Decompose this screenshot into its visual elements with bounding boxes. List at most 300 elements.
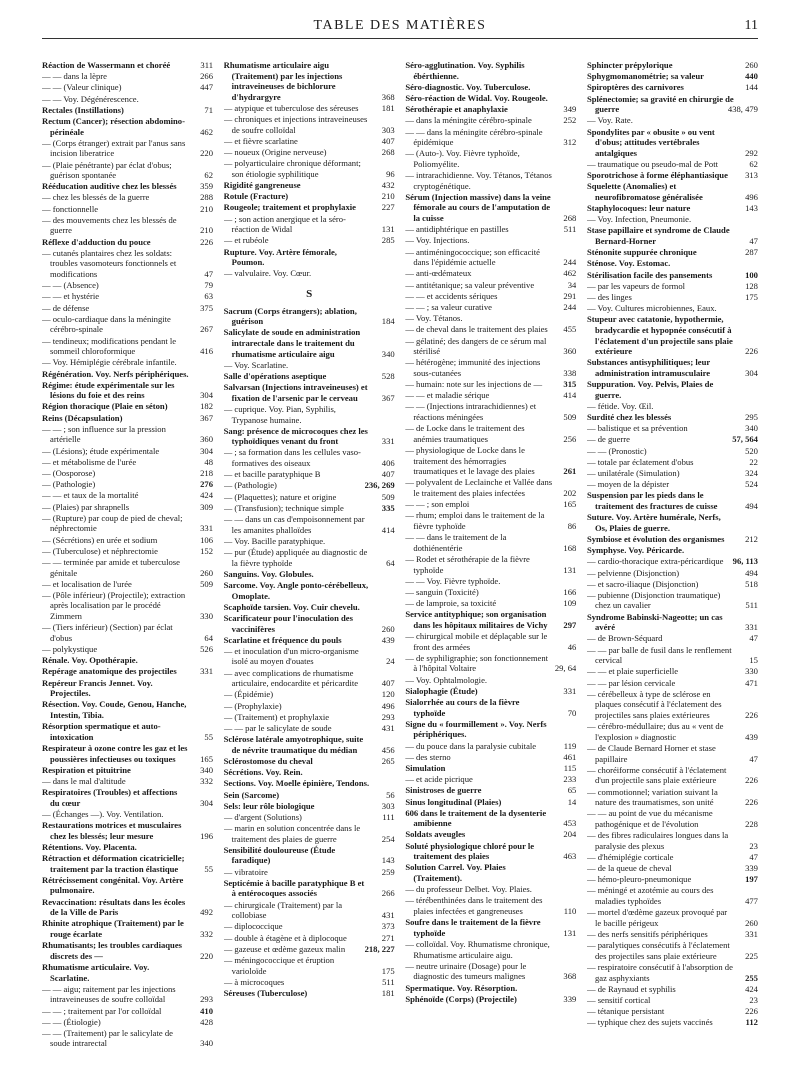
entry-page-ref: 252 — [563, 115, 577, 126]
index-entry — [42, 678, 213, 699]
entry-text: — (Pathologie) — [42, 479, 96, 490]
entry-text: — antiméningococcique; son efficacité dans l'épidémie actuelle — [405, 246, 540, 268]
index-entry — [224, 569, 395, 580]
entry-text: — oculo-cardiaque dans la méningite cérébro-spinale — [42, 313, 171, 335]
index-entry — [42, 71, 213, 82]
entry-page-ref: 496 — [745, 191, 758, 202]
index-entry — [405, 60, 576, 81]
index-column-3 — [405, 60, 576, 1060]
entry-text: — — Voy. Fièvre typhoïde. — [405, 575, 501, 586]
entry-text: Sphincter prépylorique — [586, 60, 673, 70]
index-entry — [587, 71, 758, 82]
index-entry — [42, 502, 213, 513]
index-entry — [224, 235, 395, 246]
index-entry — [224, 689, 395, 700]
entry-text: — (Corps étranger) extrait par l'anus sans incision liberatrice — [42, 137, 186, 159]
index-entry — [224, 268, 395, 279]
index-entry — [587, 1017, 758, 1028]
index-entry — [587, 929, 758, 940]
index-entry — [587, 412, 758, 423]
entry-text: Suppuration. Voy. Pelvis, Plaies de guerre. — [586, 379, 714, 400]
entry-text: Séro-diagnostic. Voy. Tuberculose. — [405, 81, 531, 92]
index-entry — [405, 93, 576, 104]
entry-text: — (Plaquettes); nature et origine — [223, 491, 337, 502]
entry-page-ref: 196 — [200, 830, 213, 841]
entry-text: Splénectomie; sa gravité en chirurgie de guerre — [586, 93, 734, 115]
index-entry — [224, 404, 395, 425]
entry-text: Sténonite suppurée chronique — [586, 247, 697, 258]
index-entry — [42, 743, 213, 764]
entry-text: Revaccination: résultats dans les écoles de la Ville de Paris — [42, 896, 186, 918]
entry-text: — d'hémiplégie corticale — [586, 851, 674, 862]
entry-page-ref: 431 — [381, 723, 395, 733]
index-entry — [224, 136, 395, 147]
index-entry — [405, 127, 576, 148]
entry-page-ref: 15 — [749, 655, 758, 666]
entry-page-ref: 210 — [381, 191, 395, 202]
entry-text: — (Transfusion); technique simple — [223, 502, 344, 513]
entry-text: — des sterno — [405, 751, 451, 762]
entry-text: Rétraction et déformation cicatricielle; traitement par la traction élastique — [42, 853, 185, 874]
entry-page-ref: 494 — [745, 567, 758, 578]
entry-page-ref: 410 — [200, 1005, 213, 1016]
entry-text: — de Raynaud et syphilis — [586, 983, 676, 994]
index-entry — [587, 270, 758, 281]
index-entry — [42, 204, 213, 215]
index-entry — [587, 258, 758, 269]
index-entry — [405, 224, 576, 235]
index-entry — [42, 401, 213, 412]
index-entry — [42, 105, 213, 116]
entry-text: — et inoculation d'un micro-organisme isolé au moyen d'ouates — [223, 645, 359, 667]
entry-text: — de la queue de cheval — [586, 863, 672, 874]
entry-text: — — ; sa valeur curative — [405, 301, 492, 312]
entry-text: Respirateur à ozone contre les gaz et les poussières infectieuses ou toxiques — [42, 742, 188, 764]
entry-text: — Voy. Ophtalmologie. — [405, 674, 488, 685]
entry-page-ref: 106 — [200, 534, 213, 545]
entry-text: — diplococcique — [223, 921, 283, 932]
entry-page-ref: 520 — [745, 445, 758, 456]
index-entry — [42, 897, 213, 918]
entry-text: — mortel d'œdème gazeux provoqué par le bacille périgeux — [586, 907, 728, 928]
entry-page-ref: 456 — [381, 744, 395, 755]
index-entry — [587, 765, 758, 786]
entry-page-ref: 331 — [200, 523, 213, 534]
entry-page-ref: 339 — [563, 993, 577, 1004]
entry-text: Régénération. Voy. Nerfs périphériques. — [42, 368, 189, 379]
entry-text: — choréiforme consécutif à l'éclatement d'un projectile sans plaie extérieure — [586, 764, 727, 786]
entry-text: — pelvienne (Disjonction) — [586, 567, 680, 578]
entry-page-ref: 47 — [749, 753, 758, 764]
index-entry — [42, 468, 213, 479]
entry-text: Soluté physiologique chloré pour le traitement des plaies — [405, 840, 535, 862]
entry-page-ref: 268 — [381, 147, 395, 158]
entry-page-ref: 463 — [563, 851, 577, 862]
entry-page-ref: 432 — [381, 180, 395, 191]
index-entry — [587, 181, 758, 202]
entry-text: Salle d'opérations aseptique — [223, 370, 327, 381]
entry-text: Réflexe d'adduction du pouce — [42, 236, 151, 247]
index-entry — [587, 874, 758, 885]
index-entry — [405, 532, 576, 553]
entry-text: — de Claude Bernard Horner et stase papillaire — [586, 742, 716, 764]
entry-text: Sérum (Injection massive) dans la veine fémorale au cours de l'amputation de la cuisse — [405, 191, 551, 224]
entry-text: Sclérostomose du cheval — [223, 755, 313, 766]
index-entry — [42, 446, 213, 457]
index-entry — [587, 556, 758, 567]
entry-text: — du pouce dans la paralysie cubitale — [405, 740, 537, 751]
index-entry — [224, 547, 395, 568]
entry-text: Reins (Décapsulation) — [42, 412, 123, 423]
entry-text: — — et taux de la mortalité — [42, 490, 139, 501]
index-entry — [224, 114, 395, 135]
entry-text: S — [306, 288, 313, 300]
index-entry — [405, 983, 576, 994]
entry-page-ref: 304 — [200, 797, 213, 808]
entry-page-ref: 220 — [200, 148, 213, 159]
index-entry — [405, 104, 576, 115]
entry-text: — commotionnel; variation suivant la nature des traumatismes, son unité — [586, 786, 718, 808]
entry-text: — (Rupture) par coup de pied de cheval; néphrectomie — [42, 512, 183, 534]
index-entry — [224, 447, 395, 468]
index-entry — [405, 268, 576, 279]
entry-page-ref: 368 — [381, 91, 395, 102]
index-entry — [587, 281, 758, 292]
index-entry — [587, 940, 758, 961]
entry-text: — chez les blessés de la guerre — [42, 192, 150, 203]
entry-text: — — par balle de fusil dans le renflement cervical — [586, 644, 732, 666]
entry-page-ref: 271 — [381, 932, 395, 943]
entry-text: Sialophagie (Étude) — [405, 685, 478, 696]
entry-page-ref: 524 — [745, 479, 758, 490]
index-entry — [224, 514, 395, 535]
entry-page-ref: 311 — [200, 60, 213, 70]
entry-text: — gazeuse et œdème gazeux malin — [223, 943, 346, 954]
index-entry — [42, 765, 213, 776]
page-number: 11 — [744, 18, 758, 33]
entry-text: — dans la méningite cérébro-spinale — [405, 115, 532, 126]
entry-page-ref: 47 — [204, 269, 213, 279]
index-entry — [405, 719, 576, 740]
index-entry — [587, 60, 758, 71]
entry-page-ref: 244 — [563, 301, 577, 312]
page-header — [42, 14, 758, 39]
entry-text: — anti-œdémateux — [405, 268, 472, 279]
index-entry — [587, 434, 758, 445]
entry-text: — dans le mal d'altitude — [42, 775, 126, 786]
entry-text: Spermatique. Voy. Résorption. — [405, 982, 518, 993]
entry-page-ref: 23 — [749, 994, 758, 1005]
entry-page-ref: 509 — [563, 412, 577, 423]
index-entry — [405, 401, 576, 422]
entry-text: — — terminée par amide et tuberculose génitale — [42, 556, 180, 578]
entry-page-ref: 367 — [200, 412, 213, 423]
entry-page-ref: 260 — [745, 60, 758, 70]
entry-text: — des linges — [586, 291, 632, 302]
index-entry — [42, 1028, 213, 1049]
entry-page-ref: 303 — [381, 124, 395, 135]
entry-text: Sphygmomanométrie; sa valeur — [586, 71, 704, 82]
entry-page-ref: 24 — [386, 656, 395, 667]
index-entry — [587, 962, 758, 983]
index-entry — [224, 723, 395, 734]
entry-page-ref: 63 — [204, 291, 213, 302]
entry-page-ref: 368 — [563, 971, 577, 982]
entry-page-ref: 225 — [745, 950, 758, 961]
entry-page-ref: 165 — [200, 753, 213, 764]
entry-page-ref: 511 — [563, 224, 577, 235]
entry-text: Symphyse. Voy. Péricarde. — [586, 545, 685, 556]
index-entry — [42, 291, 213, 302]
entry-text: — neutre urinaire (Dosage) pour le diagnostic des tumeurs malignes — [405, 960, 527, 982]
entry-page-ref: 143 — [381, 855, 395, 866]
entry-text: — intrarachidienne. Voy. Tétanos, Tétanos cryptogénétique. — [405, 170, 552, 191]
entry-text: Soldats aveugles — [405, 829, 466, 840]
entry-text: Sérothérapie et anaphylaxie — [405, 104, 508, 115]
entry-text: — du professeur Delbet. Voy. Plaies. — [405, 884, 532, 895]
entry-text: — ; son action anergique et la séro-réaction de Widal — [223, 213, 346, 235]
entry-text: — — et hystérie — [42, 291, 100, 302]
entry-page-ref: 331 — [200, 666, 213, 677]
entry-page-ref: 340 — [200, 1038, 213, 1049]
index-entry — [224, 756, 395, 767]
index-entry — [405, 280, 576, 291]
entry-page-ref: 23 — [749, 840, 758, 851]
entry-text: — (Tuberculose) et néphrectomie — [42, 545, 158, 556]
entry-page-ref: 407 — [381, 135, 395, 146]
entry-page-ref: 220 — [200, 950, 213, 961]
index-entry — [587, 645, 758, 666]
entry-page-ref: 428 — [200, 1016, 213, 1027]
index-page — [42, 14, 758, 1072]
entry-text: — — aigu; raitement par les injections intraveineuses de soufre colloïdal — [42, 983, 176, 1005]
index-entry — [224, 469, 395, 480]
index-entry — [42, 60, 213, 71]
index-entry — [405, 994, 576, 1005]
index-entry — [587, 127, 758, 159]
entry-text: Rhinite atrophique (Traitement) par le rouge écarlate — [42, 918, 184, 939]
entry-text: — traumatique ou pseudo-mal de Pott — [586, 158, 718, 169]
index-entry — [224, 503, 395, 514]
entry-text: — — Voy. Dégénérescence. — [42, 93, 139, 104]
index-entry — [405, 763, 576, 774]
entry-text: Réaction de Wassermann et choréé — [42, 60, 171, 70]
index-entry — [587, 545, 758, 556]
entry-page-ref: 244 — [563, 257, 577, 268]
entry-text: — et bacille paratyphique B — [223, 469, 321, 480]
entry-text: — — et plaie superficielle — [586, 666, 679, 677]
entry-page-ref: 447 — [200, 82, 213, 93]
entry-page-ref: 528 — [381, 370, 395, 381]
index-entry — [587, 885, 758, 906]
index-entry — [587, 787, 758, 808]
index-entry — [42, 579, 213, 590]
index-entry — [224, 944, 395, 955]
entry-text: — cutanés plantaires chez les soldats: troubles vasomoteurs fonctionnels et modifications — [42, 247, 177, 279]
entry-page-ref: 226 — [745, 775, 758, 786]
index-entry — [42, 513, 213, 534]
index-entry — [405, 598, 576, 609]
entry-page-ref: 304 — [200, 390, 213, 401]
index-entry — [587, 689, 758, 721]
index-entry — [587, 830, 758, 851]
index-entry — [42, 413, 213, 424]
entry-text: — respiratoire consécutif à l'absorption de gaz asphyxiants — [586, 961, 733, 983]
entry-text: — des fibres radiculaires longues dans la paralysie des plexus — [586, 830, 729, 851]
index-entry — [405, 609, 576, 630]
index-entry — [405, 336, 576, 357]
index-entry — [587, 423, 758, 434]
entry-text: Sensibilité douloureuse (Étude faradique) — [223, 844, 336, 866]
entry-page-ref: 331 — [745, 928, 758, 939]
entry-page-ref: 47 — [749, 851, 758, 862]
index-entry — [224, 214, 395, 235]
index-entry — [42, 215, 213, 236]
index-entry — [587, 612, 758, 633]
entry-text: Rétrécissement congénital. Voy. Artère pulmonaire. — [42, 874, 184, 896]
entry-page-ref: 47 — [749, 633, 758, 644]
index-entry — [42, 138, 213, 159]
entry-text: — — (Absence) — [42, 280, 99, 291]
entry-page-ref: 455 — [563, 324, 577, 335]
index-entry — [42, 721, 213, 742]
entry-text: — antitétanique; sa valeur préventive — [405, 279, 535, 290]
index-entry — [587, 490, 758, 511]
entry-text: — de Locke dans le traitement des anémies traumatiques — [405, 423, 525, 444]
entry-text: Régime: étude expérimentale sur les lésions du foie et des reins — [42, 379, 175, 401]
entry-page-ref: 182 — [200, 401, 213, 412]
index-entry — [42, 490, 213, 501]
entry-page-ref: 438, 479 — [727, 104, 758, 115]
index-entry — [42, 546, 213, 557]
entry-page-ref: 462 — [563, 268, 577, 279]
entry-page-ref: 293 — [381, 711, 395, 722]
entry-text: Septicémie à bacille paratyphique B et à entérocoques associés — [223, 877, 365, 899]
entry-page-ref: 143 — [745, 203, 758, 214]
index-entry — [224, 202, 395, 213]
entry-page-ref: 407 — [381, 469, 395, 480]
index-entry — [224, 60, 395, 102]
index-entry — [405, 862, 576, 883]
index-entry — [42, 1017, 213, 1028]
entry-page-ref: 226 — [745, 1006, 758, 1017]
entry-text: — polyvalent de Leclainche et Vallée dans le traitement des plaies infectées — [405, 477, 553, 498]
entry-text: Séro-réaction de Widal. Voy. Rougeole. — [405, 92, 548, 103]
entry-text: — typhique chez des sujets vaccinés — [586, 1017, 713, 1028]
entry-page-ref: 47 — [749, 236, 758, 247]
index-entry — [405, 170, 576, 191]
entry-page-ref: 227 — [381, 202, 395, 213]
entry-page-ref: 340 — [200, 764, 213, 775]
entry-text: Résection. Voy. Coude, Genou, Hanche, Intestin, Tibia. — [42, 699, 187, 720]
index-entry — [42, 557, 213, 578]
entry-text: — tendineux; modifications pendant le sommeil chloroformique — [42, 335, 177, 357]
index-entry — [42, 875, 213, 896]
entry-page-ref: 309 — [200, 501, 213, 512]
entry-text: — — (Pronostic) — [586, 445, 647, 456]
index-entry — [224, 790, 395, 801]
entry-text: — et fièvre scarlatine — [223, 135, 298, 146]
entry-text: — avec complications de rhumatisme articulaire, endocardite et péricardite — [223, 667, 359, 689]
entry-text: — (Lésions); étude expérimentale — [42, 445, 160, 456]
entry-page-ref: 331 — [745, 622, 758, 633]
index-entry — [224, 812, 395, 823]
index-entry — [42, 424, 213, 445]
entry-page-ref: 260 — [745, 917, 758, 928]
entry-page-ref: 260 — [381, 623, 395, 634]
index-entry — [224, 646, 395, 667]
entry-page-ref: 496 — [381, 700, 395, 711]
index-entry — [587, 633, 758, 644]
entry-text: — — (Traitement) par le salicylate de soude intrarectal — [42, 1027, 173, 1049]
index-entry — [587, 995, 758, 1006]
entry-page-ref: 175 — [381, 965, 395, 976]
index-entry — [42, 336, 213, 357]
entry-page-ref: 70 — [567, 707, 577, 718]
index-entry — [224, 823, 395, 844]
entry-text: Service antityphique; son organisation dans les hôpitaux militaires de Vichy — [405, 609, 548, 630]
entry-text: — — (Valeur clinique) — [42, 82, 122, 93]
entry-page-ref: 367 — [381, 392, 395, 403]
entry-text: Sphénoïde (Corps) (Projectile) — [405, 993, 517, 1004]
entry-text: — polyarticulaire chronique déformant; son étiologie syphilitique — [223, 158, 361, 179]
entry-text: — double à étagène et à diplocoque — [223, 932, 347, 943]
index-entry — [224, 371, 395, 382]
page-title: TABLE DES MATIÈRES — [313, 18, 487, 33]
entry-text: — ; sa formation dans les cellules vaso-formatives des oiseaux — [223, 447, 361, 469]
index-entry — [42, 535, 213, 546]
entry-page-ref: 29, 64 — [554, 663, 577, 674]
index-entry — [405, 808, 576, 829]
index-entry — [42, 314, 213, 335]
index-entry — [42, 776, 213, 787]
entry-text: — — et maladie sérique — [405, 390, 490, 401]
entry-text: — térébenthinées dans le traitement des plaies infectées et gangreneuses — [405, 895, 543, 916]
entry-page-ref: 375 — [200, 302, 213, 313]
entry-page-ref: 62 — [749, 158, 758, 169]
entry-page-ref: 339 — [745, 863, 758, 874]
entry-page-ref: 259 — [381, 866, 395, 877]
index-entry — [224, 602, 395, 613]
entry-text: — et acide picrique — [405, 774, 473, 785]
entry-text: Substances antisyphilitiques; leur administration intramusculaire — [586, 357, 711, 378]
entry-text: — (Auto-). Voy. Fièvre typhoïde, Poliomyélite. — [405, 148, 520, 169]
index-entry — [224, 327, 395, 359]
entry-page-ref: 197 — [745, 874, 758, 885]
index-entry — [224, 103, 395, 114]
index-entry — [42, 787, 213, 808]
entry-page-ref: 22 — [749, 456, 758, 467]
index-entry — [224, 778, 395, 789]
index-entry — [587, 292, 758, 303]
entry-text: — — par le salicylate de soude — [223, 723, 332, 733]
index-entry — [42, 116, 213, 137]
entry-text: Solution Carrel. Voy. Plaies (Traitement). — [405, 862, 506, 884]
entry-page-ref: 471 — [745, 677, 758, 688]
entry-page-ref: 202 — [563, 488, 577, 498]
entry-page-ref: 64 — [386, 557, 395, 568]
entry-page-ref: 165 — [563, 499, 577, 510]
entry-page-ref: 291 — [563, 290, 577, 301]
index-entry — [224, 767, 395, 778]
entry-text: Sang: présence de microcoques chez les typhoïdiques venant du front — [223, 425, 368, 447]
entry-page-ref: 288 — [200, 192, 213, 203]
entry-text: Repéreur Francis Jennet. Voy. Projectiles. — [42, 677, 153, 699]
index-entry — [42, 369, 213, 380]
entry-page-ref: 71 — [204, 104, 213, 115]
index-entry — [405, 686, 576, 697]
entry-page-ref: 233 — [563, 774, 577, 785]
